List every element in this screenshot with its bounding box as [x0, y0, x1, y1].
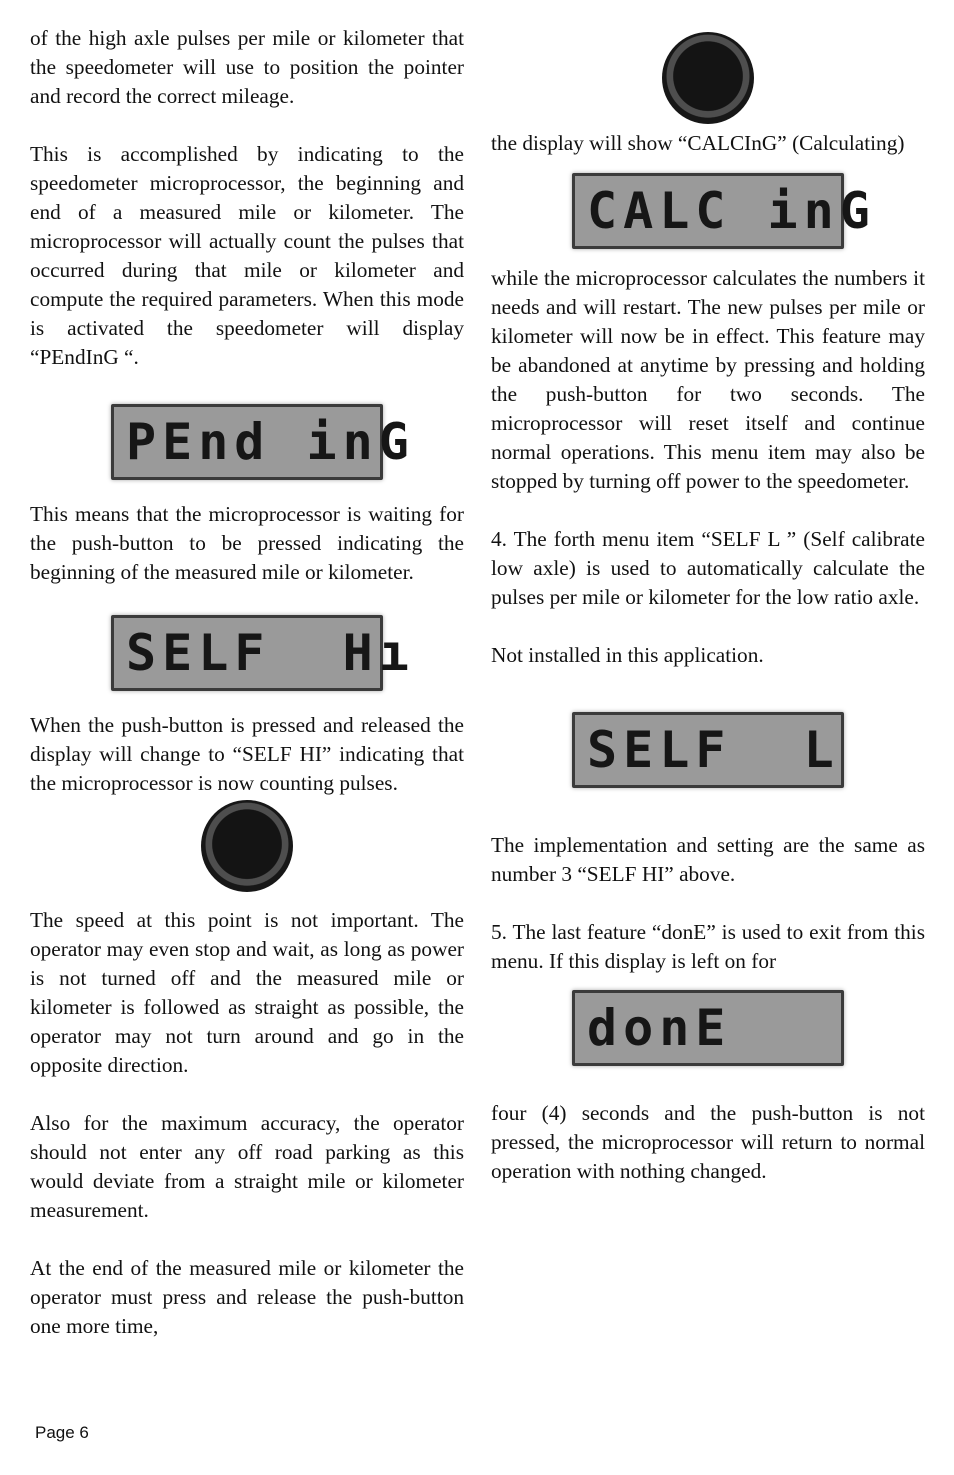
- paragraph: of the high axle pulses per mile or kilometer that the speedometer will use to position the pointer and record the correct mileage.: [30, 26, 464, 108]
- paragraph: When the push-button is pressed and released the display will change to “SELF HI” indicating that the microprocessor is now counting pulses.: [30, 713, 464, 795]
- paragraph: This is accomplished by indicating to the speedometer microprocessor, the beginning and end of a measured mile or kilometer. The microprocessor will actually count the pulses that occurred during that mile or kilometer and compute the required parameters. When this mode is activated the speedometer will display “PEndInG “.: [30, 142, 464, 369]
- paragraph: The speed at this point is not important. The operator may even stop and wait, as long as power is not turned off and the measured mile or kilometer is followed as straight as possible, the operator may not turn around and go in the opposite direction.: [30, 908, 464, 1077]
- push-button-icon: [201, 800, 293, 892]
- lcd-display-pending: PEnd inG: [111, 404, 383, 480]
- left-column: [30, 24, 464, 1341]
- paragraph: 4. The forth menu item “SELF L ” (Self calibrate low axle) is used to automatically calculate the pulses per mile or kilometer for the low ratio axle.: [491, 527, 925, 609]
- lcd-display-calcing: CALC inG: [572, 173, 844, 249]
- paragraph: the display will show “CALCInG” (Calculating): [491, 131, 905, 155]
- paragraph: while the microprocessor calculates the numbers it needs and will restart. The new pulses per mile or kilometer will now be in effect. This feature may be abandoned at anytime by pressing and holding the push-button for two seconds. The microprocessor will reset itself and continue normal operations. This menu item may also be stopped by turning off power to the speedometer.: [491, 266, 925, 493]
- lcd-display-self-hi: SELF Hı: [111, 615, 383, 691]
- paragraph: This means that the microprocessor is waiting for the push-button to be pressed indicating the beginning of the measured mile or kilometer.: [30, 502, 464, 584]
- lcd-display-self-l: SELF L: [572, 712, 844, 788]
- paragraph: four (4) seconds and the push-button is not pressed, the microprocessor will return to normal operation with nothing changed.: [491, 1101, 925, 1183]
- push-button-icon: [662, 32, 754, 124]
- paragraph: Also for the maximum accuracy, the operator should not enter any off road parking as this would deviate from a straight mile or kilometer measurement.: [30, 1111, 464, 1222]
- paragraph: At the end of the measured mile or kilometer the operator must press and release the push-button one more time,: [30, 1256, 464, 1338]
- paragraph: The implementation and setting are the same as number 3 “SELF HI” above.: [491, 833, 925, 886]
- page-number: Page 6: [35, 1423, 89, 1442]
- paragraph: 5. The last feature “donE” is used to exit from this menu. If this display is left on for: [491, 920, 925, 973]
- lcd-display-done: donE: [572, 990, 844, 1066]
- right-column: [491, 24, 925, 1186]
- paragraph: Not installed in this application.: [491, 643, 764, 667]
